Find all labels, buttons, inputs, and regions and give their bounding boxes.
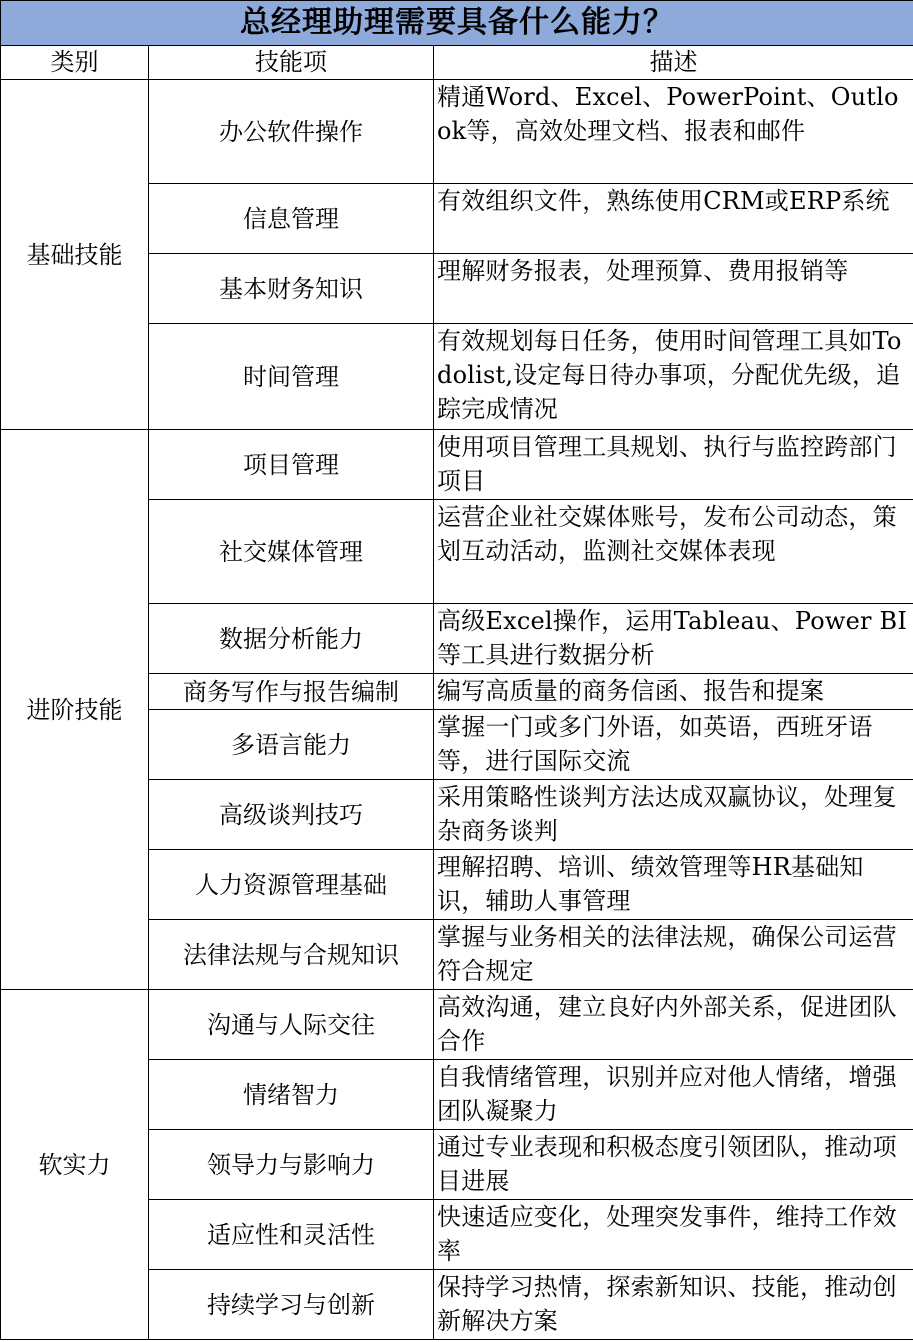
description-cell: 理解招聘、培训、绩效管理等HR基础知识，辅助人事管理 [434,850,913,920]
skill-cell: 情绪智力 [149,1060,434,1130]
skill-cell: 商务写作与报告编制 [149,674,434,710]
description-cell: 使用项目管理工具规划、执行与监控跨部门项目 [434,430,913,500]
skill-cell: 法律法规与合规知识 [149,920,434,990]
skill-cell: 领导力与影响力 [149,1130,434,1200]
description-cell: 高级Excel操作，运用Tableau、Power BI等工具进行数据分析 [434,604,913,674]
description-cell: 采用策略性谈判方法达成双赢协议，处理复杂商务谈判 [434,780,913,850]
skill-cell: 适应性和灵活性 [149,1200,434,1270]
table-row [1,990,913,1060]
table-title: 总经理助理需要具备什么能力？ [1,1,913,46]
header-category: 类别 [1,46,149,80]
description-cell: 有效组织文件，熟练使用CRM或ERP系统 [434,184,913,254]
description-cell: 高效沟通，建立良好内外部关系，促进团队合作 [434,990,913,1060]
table-row [1,430,913,500]
description-cell: 理解财务报表，处理预算、费用报销等 [434,254,913,324]
header-description: 描述 [434,46,913,80]
skill-cell: 信息管理 [149,184,434,254]
category-cell: 进阶技能 [1,430,149,990]
skill-cell: 项目管理 [149,430,434,500]
skill-cell: 社交媒体管理 [149,500,434,604]
skill-cell: 持续学习与创新 [149,1270,434,1340]
skill-cell: 办公软件操作 [149,80,434,184]
description-cell: 保持学习热情，探索新知识、技能，推动创新解决方案 [434,1270,913,1340]
skill-cell: 时间管理 [149,324,434,430]
description-cell: 掌握一门或多门外语，如英语，西班牙语等，进行国际交流 [434,710,913,780]
description-cell: 掌握与业务相关的法律法规，确保公司运营符合规定 [434,920,913,990]
category-cell: 基础技能 [1,80,149,430]
category-cell: 软实力 [1,990,149,1340]
description-cell: 快速适应变化，处理突发事件，维持工作效率 [434,1200,913,1270]
skill-cell: 沟通与人际交往 [149,990,434,1060]
description-cell: 通过专业表现和积极态度引领团队，推动项目进展 [434,1130,913,1200]
skill-cell: 基本财务知识 [149,254,434,324]
description-cell: 精通Word、Excel、PowerPoint、Outlook等，高效处理文档、报表和邮件 [434,80,913,184]
description-cell: 自我情绪管理，识别并应对他人情绪，增强团队凝聚力 [434,1060,913,1130]
header-skill: 技能项 [149,46,434,80]
skill-cell: 高级谈判技巧 [149,780,434,850]
skill-cell: 数据分析能力 [149,604,434,674]
description-cell: 有效规划每日任务，使用时间管理工具如Todolist,设定每日待办事项，分配优先级，追踪完成情况 [434,324,913,430]
skill-cell: 人力资源管理基础 [149,850,434,920]
skill-cell: 多语言能力 [149,710,434,780]
description-cell: 编写高质量的商务信函、报告和提案 [434,674,913,710]
table-row [1,80,913,184]
description-cell: 运营企业社交媒体账号，发布公司动态，策划互动活动，监测社交媒体表现 [434,500,913,604]
